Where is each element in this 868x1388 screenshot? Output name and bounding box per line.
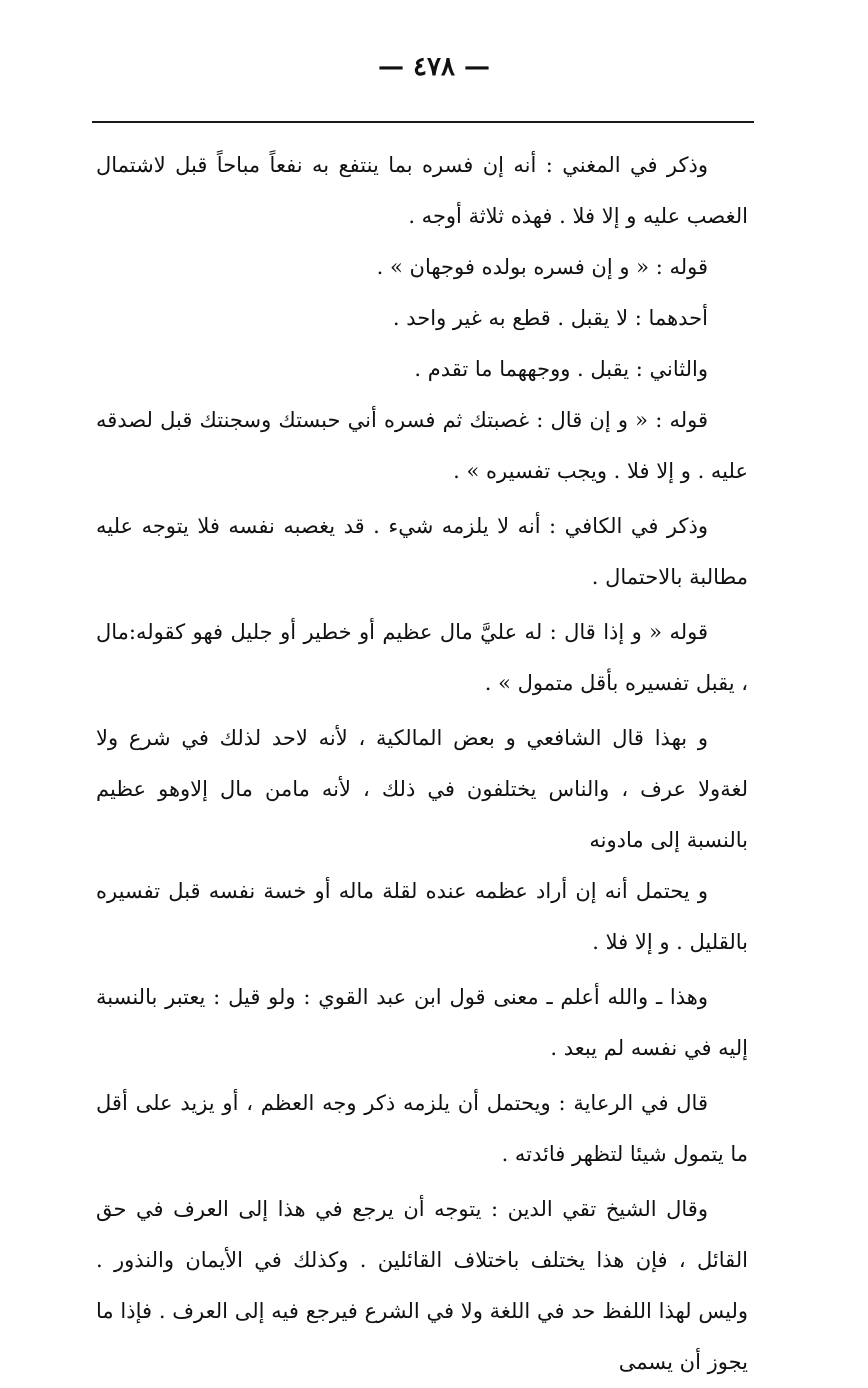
paragraph: وقال الشيخ تقي الدين : يتوجه أن يرجع في هذا إلى العرف في حق القائل ، فإن هذا يختلف باختلاف القائلين . وكذلك في الأيمان والنذور . وليس لهذا اللفظ حد في اللغة ولا في الشرع فيرجع فيه إلى العرف . فإذا ما يجوز أن يسمى [96, 1197, 748, 1374]
body-text [96, 140, 748, 1388]
paragraph: والثاني : يقبل . ووجههما ما تقدم . [414, 357, 708, 381]
paragraph: و بهذا قال الشافعي و بعض المالكية ، لأنه لاحد لذلك في شرع ولا لغةولا عرف ، والناس يختلفون في ذلك ، لأنه مامن مال إلاوهو عظيم بالنسبة إلى مادونه [96, 726, 748, 852]
paragraph: قوله : « و إن قال : غصبتك ثم فسره أني حبستك وسجنتك قبل لصدقه عليه . و إلا فلا . ويجب تفسيره » . [96, 408, 748, 483]
paragraph: قوله « و إذا قال : له عليَّ مال عظيم أو خطير أو جليل فهو كقوله:مال ، يقبل تفسيره بأقل متمول » . [96, 620, 748, 695]
paragraph: وذكر في الكافي : أنه لا يلزمه شيء . قد يغصبه نفسه فلا يتوجه عليه مطالبة بالاحتمال . [96, 514, 748, 589]
paragraph: وهذا ـ والله أعلم ـ معنى قول ابن عبد القوي : ولو قيل : يعتبر بالنسبة إليه في نفسه لم يبعد . [96, 985, 748, 1060]
paragraph: قال في الرعاية : ويحتمل أن يلزمه ذكر وجه العظم ، أو يزيد على أقل ما يتمول شيئا لتظهر فائدته . [96, 1091, 748, 1166]
header-rule [92, 121, 754, 123]
paragraph: قوله : « و إن فسره بولده فوجهان » . [376, 255, 708, 279]
page-number: — ٤٧٨ — [377, 52, 491, 82]
paragraph: أحدهما : لا يقبل . قطع به غير واحد . [392, 306, 708, 330]
paragraph: و يحتمل أنه إن أراد عظمه عنده لقلة ماله أو خسة نفسه قبل تفسيره بالقليل . و إلا فلا . [96, 879, 748, 954]
paragraph: وذكر في المغني : أنه إن فسره بما ينتفع به نفعاً مباحاً قبل لاشتمال الغصب عليه و إلا فلا . فهذه ثلاثة أوجه . [96, 153, 748, 228]
